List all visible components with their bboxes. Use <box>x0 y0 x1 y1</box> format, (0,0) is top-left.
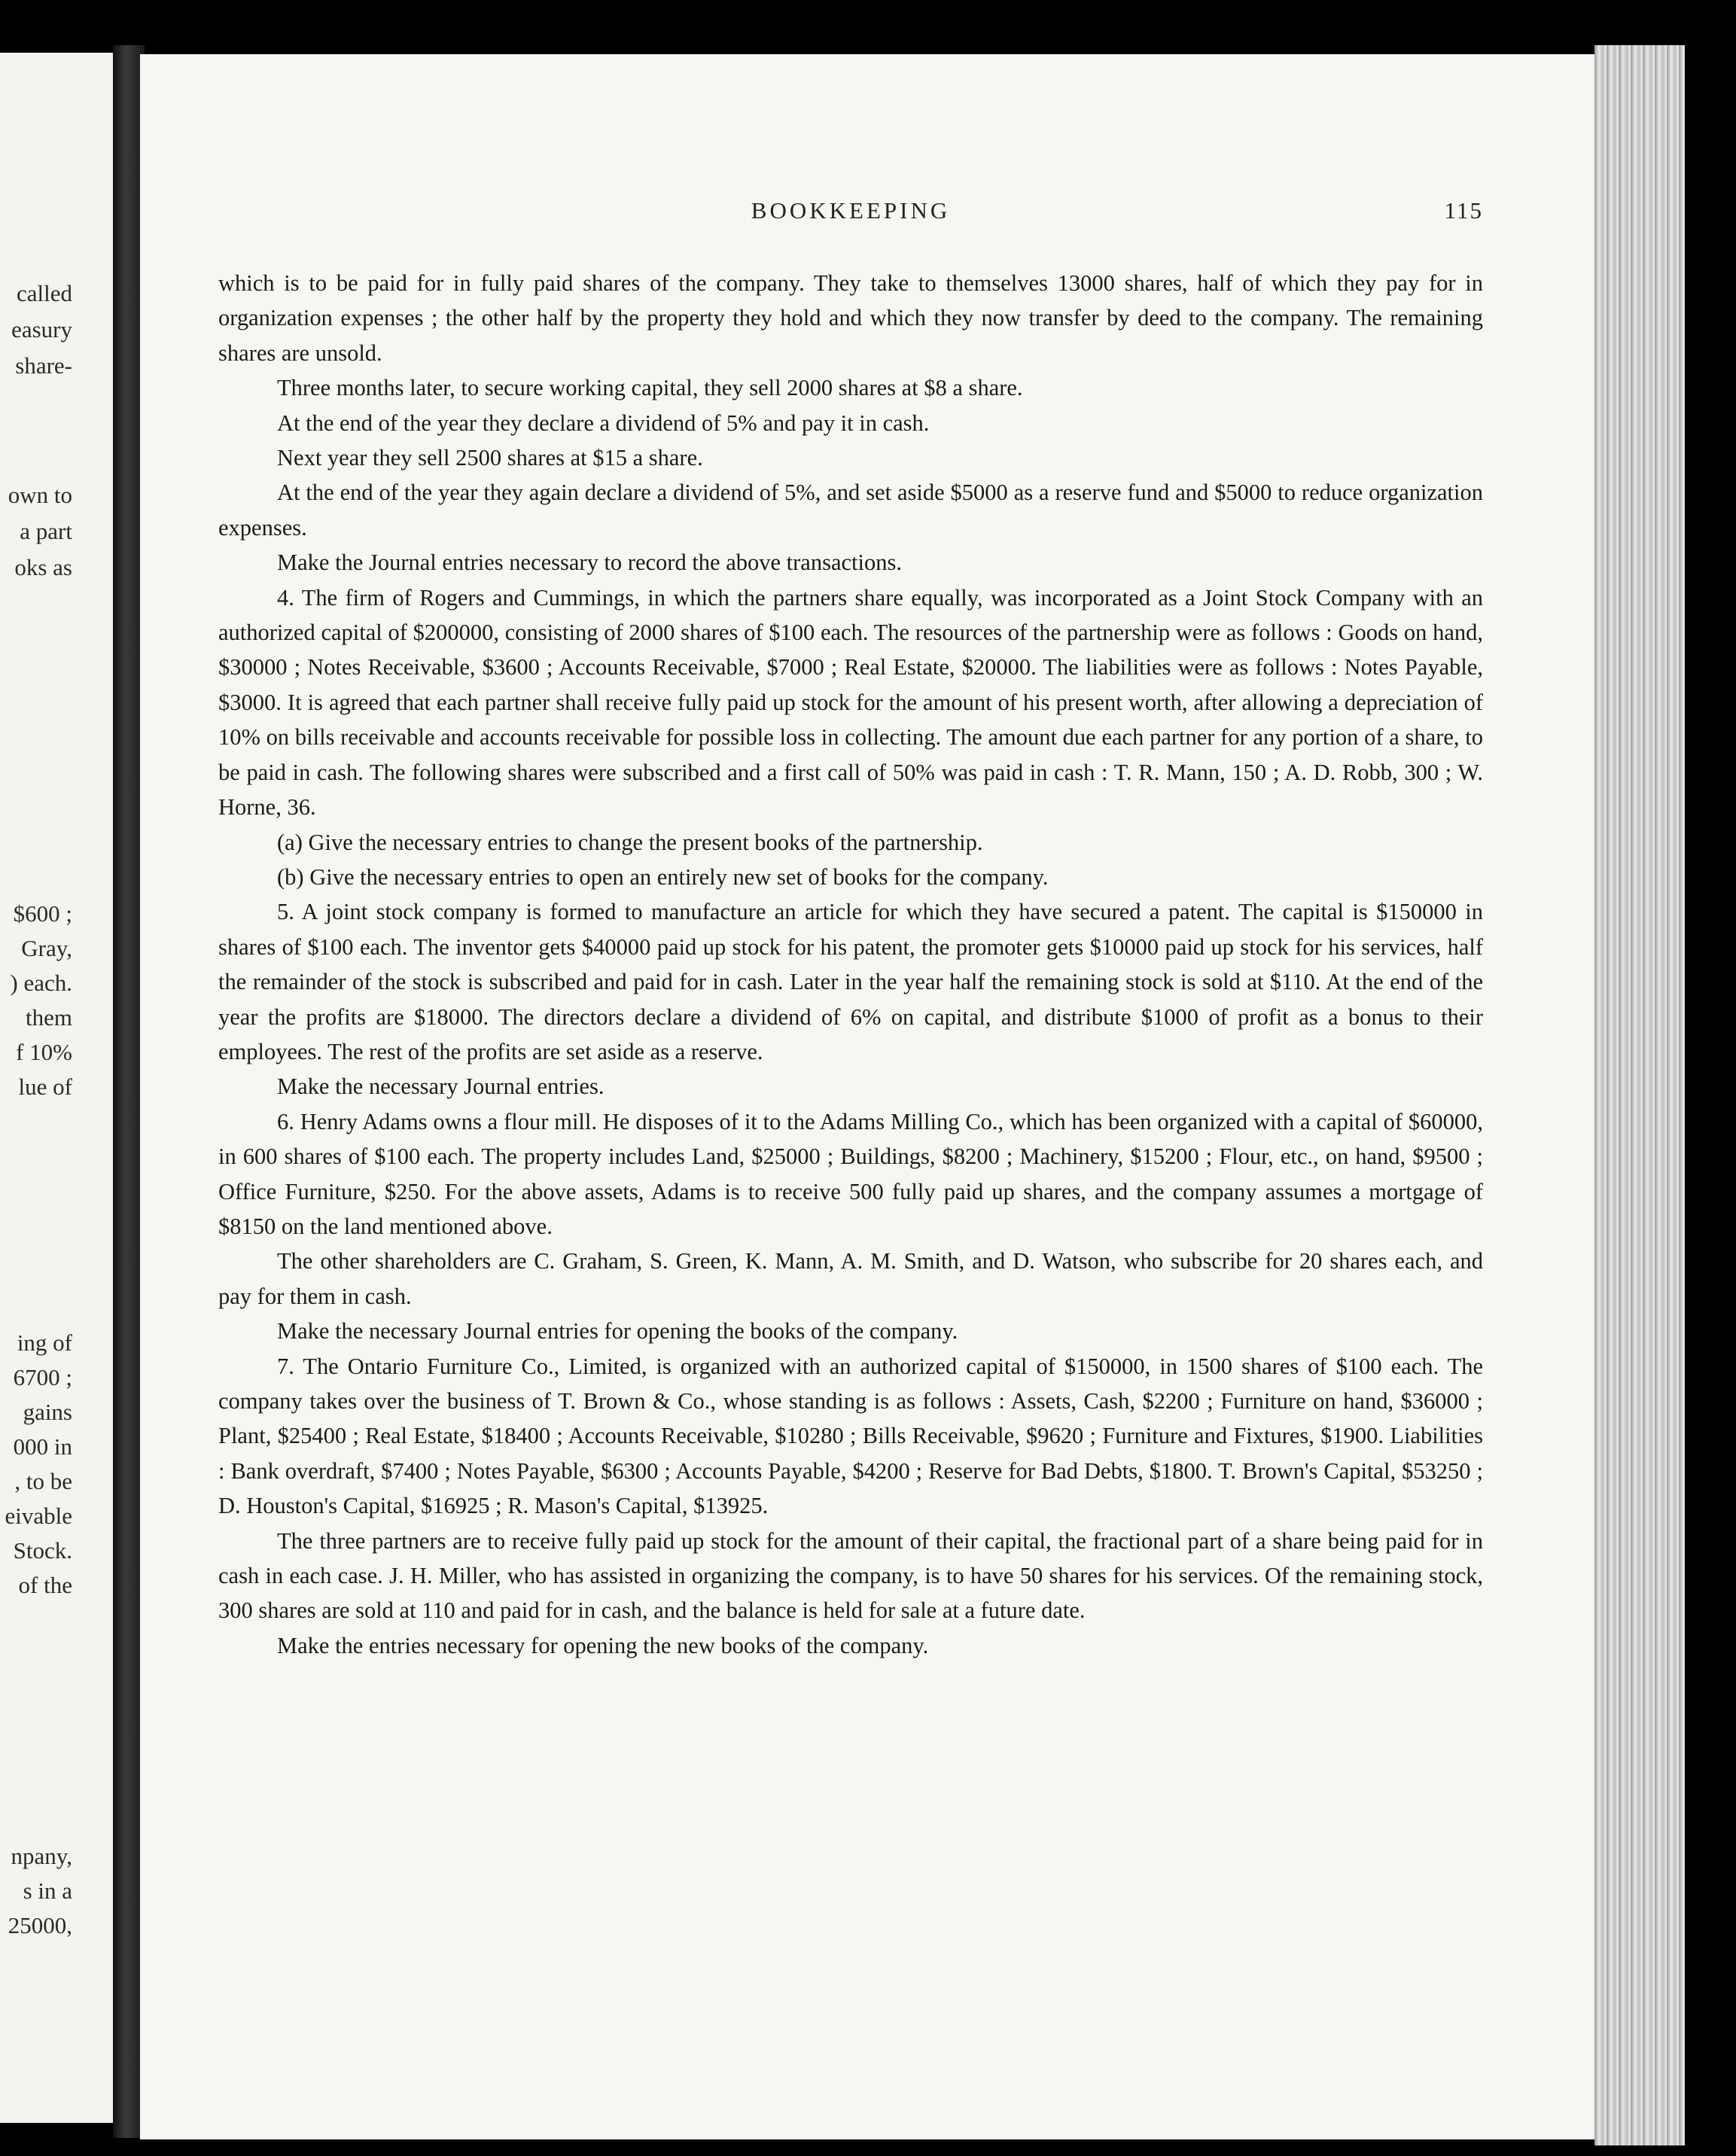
exercise-4: 4. The firm of Rogers and Cummings, in which the partners share equally, was incorporated as a Joint Stock Company with an authorized capital of $200000, consisting of 2000 shares of $100 each. The resources of the partnership were as follows : Goods on hand, $30000 ; Notes Receivable, $3600 ; Accounts Receivable, $7000 ; Real Estate, $20000. The liabilities were as follows : Notes Payable, $3000. It is agreed that each partner shall receive fully paid up stock for the amount of his present worth, after allowing a depreciation of 10% on bills receivable and accounts receivable for possible loss in collecting. The amount due each partner for any portion of a share, to be paid in cash. The following shares were subscribed and a first call of 50% was paid in cash : T. R. Mann, 150 ; A. D. Robb, 300 ; W. Horne, 36. <box>218 584 1483 821</box>
left-fragment-line: ing of <box>17 1329 72 1356</box>
exercise-6: 6. Henry Adams owns a flour mill. He disposes of it to the Adams Milling Co., which has been organized with a capital of $60000, in 600 shares of $100 each. The property includes Land, $25000 ; Buildings, $8200 ; Machinery, $15200 ; Flour, etc., on hand, $9500 ; Office Furniture, $250. For the above assets, Adams is to receive 500 fully paid up shares, and the company assumes a mortgage of $8150 on the land mentioned above. <box>218 1108 1483 1239</box>
paragraph: At the end of the year they again declare a dividend of 5%, and set aside $5000 as a reserve fund and $5000 to reduce organization expenses. <box>218 480 1483 541</box>
left-fragment-line: 000 in <box>13 1433 72 1460</box>
left-fragment-line: 6700 ; <box>13 1364 72 1390</box>
left-fragment-line: 25000, <box>8 1912 72 1938</box>
paragraph: Make the necessary Journal entries. <box>277 1073 605 1100</box>
body-text <box>218 266 1483 1663</box>
left-fragment-line: oks as <box>14 554 72 580</box>
left-fragment-line: npany, <box>11 1843 72 1869</box>
paragraph: At the end of the year they declare a dividend of 5% and pay it in cash. <box>277 410 930 436</box>
paragraph: (b) Give the necessary entries to open an entirely new set of books for the company. <box>277 863 1049 890</box>
left-fragment-line: , to be <box>14 1468 72 1494</box>
left-fragment-line: easury <box>11 316 72 343</box>
paragraph: Make the Journal entries necessary to record the above transactions. <box>277 550 902 576</box>
paragraph: The other shareholders are C. Graham, S. Green, K. Mann, A. M. Smith, and D. Watson, who subscribe for 20 shares each, and pay for them in cash. <box>218 1248 1483 1309</box>
left-fragment-line: lue of <box>18 1073 72 1100</box>
paragraph: Make the entries necessary for opening the new books of the company. <box>277 1632 929 1658</box>
left-page-fragment <box>0 53 113 2123</box>
left-fragment-line: gains <box>23 1399 72 1425</box>
left-fragment-line: s in a <box>23 1877 72 1904</box>
exercise-5: 5. A joint stock company is formed to manufacture an article for which they have secured a patent. The capital is $150000 in shares of $100 each. The inventor gets $40000 paid up stock for his patent, the promoter gets $10000 paid up stock for his services, half the remainder of the stock is subscribed and paid for in cash. Later in the year half the remaining stock is sold at $110. At the end of the year the profits are $18000. The directors declare a dividend of 6% on capital, and distribute $1000 of profit as a bonus to their employees. The rest of the profits are set aside as a reserve. <box>218 899 1483 1064</box>
left-fragment-line: own to <box>8 482 72 508</box>
left-fragment-line: f 10% <box>16 1039 72 1065</box>
page-header <box>218 197 1483 227</box>
page-edges <box>1594 45 1685 2145</box>
page-number: 115 <box>1444 197 1483 224</box>
exercise-7: 7. The Ontario Furniture Co., Limited, is organized with an authorized capital of $150000, in 1500 shares of $100 each. The company takes over the business of T. Brown & Co., whose standing is as follows : Assets, Cash, $2200 ; Furniture on hand, $36000 ; Plant, $25400 ; Real Estate, $18400 ; Accounts Receivable, $10280 ; Bills Receivable, $9620 ; Furniture and Fixtures, $1900. Liabilities : Bank overdraft, $7400 ; Notes Payable, $6300 ; Accounts Payable, $4200 ; Reserve for Bad Debts, $1800. T. Brown's Capital, $53250 ; D. Houston's Capital, $16925 ; R. Mason's Capital, $13925. <box>218 1353 1483 1519</box>
left-fragment-line: Stock. <box>13 1537 72 1564</box>
paragraph: Next year they sell 2500 shares at $15 a share. <box>277 445 703 471</box>
paragraph: (a) Give the necessary entries to change the present books of the partnership. <box>277 829 983 855</box>
left-fragment-line: of the <box>18 1572 72 1598</box>
left-fragment-line: eivable <box>5 1503 72 1529</box>
left-fragment-line: them <box>26 1004 72 1031</box>
left-fragment-line: $600 ; <box>13 900 72 927</box>
left-fragment-line: ) each. <box>10 970 72 996</box>
paragraph: Make the necessary Journal entries for opening the books of the company. <box>277 1318 958 1344</box>
left-fragment-line: Gray, <box>21 935 72 961</box>
left-fragment-line: a part <box>20 518 72 544</box>
left-fragment-line: called <box>16 280 72 306</box>
paragraph: The three partners are to receive fully paid up stock for the amount of their capital, the fractional part of a share being paid for in cash in each case. J. H. Miller, who has assisted in organizing the company, is to have 50 shares for his services. Of the remaining stock, 300 shares are sold at 110 and paid for in cash, and the balance is held for sale at a future date. <box>218 1527 1483 1624</box>
paragraph: Three months later, to secure working capital, they sell 2000 shares at $8 a share. <box>277 375 1023 401</box>
running-head: BOOKKEEPING <box>751 197 951 224</box>
paragraph: which is to be paid for in fully paid shares of the company. They take to themselves 13000 shares, half of which they pay for in organization expenses ; the other half by the property they hold and which they now transfer by deed to the company. The remaining shares are unsold. <box>218 270 1483 366</box>
left-fragment-line: share- <box>15 352 72 379</box>
